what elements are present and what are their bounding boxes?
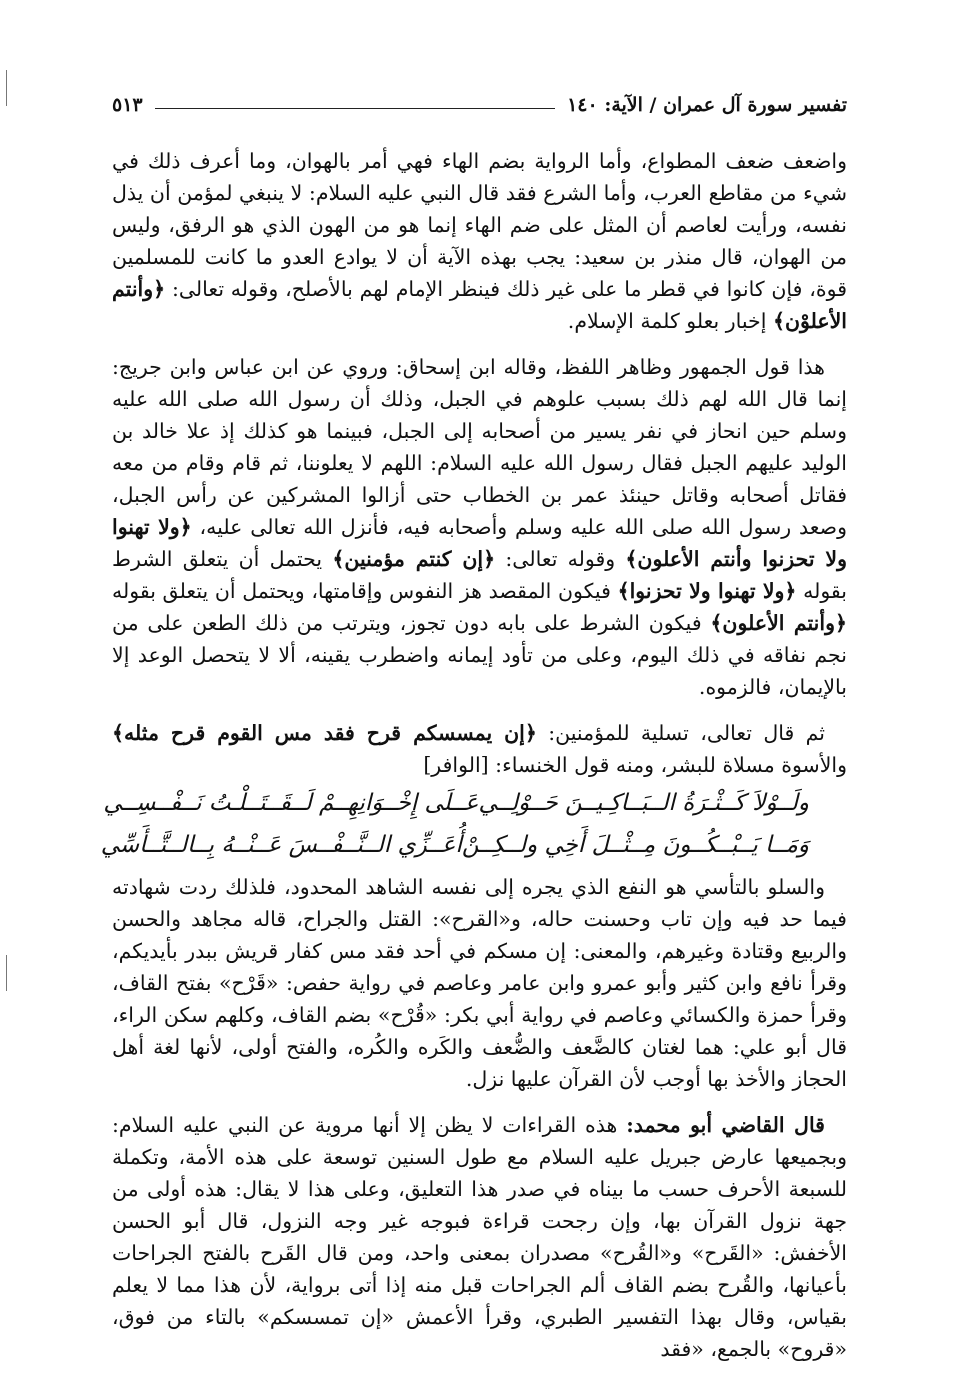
paragraph-text: وقوله تعالى: bbox=[495, 547, 626, 571]
verse-hemistich: وَمَــا يَــبْــكُــونَ مِــثْــلَ أَخِي ولــكِــنْ bbox=[461, 832, 809, 858]
verse-line bbox=[100, 829, 847, 861]
header-title: تفسير سورة آل عمران / الآية: ١٤٠ bbox=[567, 94, 847, 116]
paragraph-text: إخبار بعلو كلمة الإسلام. bbox=[567, 309, 773, 333]
paragraph bbox=[112, 1109, 847, 1365]
verse-hemistich: أُعَــزِّي الــنَّــفْــسَ عَــنْــهُ بِــالــتَّــأَسِّي bbox=[100, 832, 462, 858]
page-body bbox=[100, 145, 848, 1379]
poem-verse bbox=[100, 787, 847, 861]
scan-margin-mark bbox=[6, 70, 7, 106]
paragraph-text: ثم قال تعالى، تسلية للمؤمنين: bbox=[536, 721, 825, 745]
verse-hemistich: ولَــوْلاَ كَــثْـرَةُ الــبَــاكِـيــنَ حَــوْلِــي bbox=[478, 790, 809, 816]
page-number: ٥١٣ bbox=[112, 94, 143, 116]
paragraph-text: هذا قول الجمهور وظاهر اللفظ، وقاله ابن إسحاق: وروي عن ابن عباس وابن جريج: إنما قال الله لهم ذلك بسبب علوهم في الجبل، وذلك أن رسول الله صلى الله عليه وسلم حين انحاز في نفر يسير من أصحابه إلى الجبل، فبينما هو كذلك إذ علا خالد بن الوليد عليهم الجبل فقال رسول الله عليه السلام: اللهم لا يعلوننا، ثم قام وقام من معه فقاتل أصحابه وقاتل حينئذ عمر بن الخطاب حتى أزالوا المشركين عن رأس الجبل، وصعد رسول الله صلى الله عليه وسلم وأصحابه فيه، فأنزل الله تعالى عليه، bbox=[112, 355, 847, 539]
paragraph-text: فيكون المقصد هز النفوس وإقامتها، ويحتمل أن يتعلق بقوله bbox=[112, 579, 618, 603]
running-header bbox=[112, 88, 847, 122]
paragraph bbox=[112, 717, 847, 781]
paragraph-text: والسلو بالتأسي هو النفع الذي يجره إلى نفسه الشاهد المحدود، فلذلك ردت شهادته فيما حد فيه وإن تاب وحسنت حاله، و«القرح»: القتل والجراح، قاله مجاهد والحسن والربيع وقتادة وغيرهم، والمعنى: إن مسكم في أحد فقد مس كفار قريش ببدر بأيديكم، وقرأ نافع وابن كثير وأبو عمرو وابن عامر وعاصم في رواية حفص: «قَرْح» بفتح القاف، وقرأ حمزة والكسائي وعاصم في رواية أبي بكر: «قُرْح» بضم القاف، وكلهم سكن الراء، قال أبو علي: هما لغتان كالضَّعف والضُّعف والكَره والكُره، والفتح أولى، لأنها لغة أهل الحجاز والأخذ بها أوجب لأن القرآن عليها نزل. bbox=[112, 875, 847, 1091]
quran-quote: ﴿وأنتم الأعلوْن﴾ bbox=[112, 277, 847, 333]
quran-quote: ﴿ولا تهنوا ولا تحزنوا﴾ bbox=[617, 579, 797, 603]
paragraph-text: هذه القراءات لا يظن إلا أنها مروية عن النبي عليه السلام: وبجميعها عارض جبريل عليه السلام مع طول السنين توسعة على هذه الأمة، وتكملة للسبعة الأحرف حسب ما بيناه في صدر هذا التعليق، وعلى هذا لا يقال: هذه أولى من جهة نزول القرآن بها، وإن رجحت قراءة فبوجه غير وجه النزول، قال أبو الحسن الأخفش: «القَرح» و«القُرح» مصدران بمعنى واحد، ومن قال القَرح بالفتح الجراحات بأعيانها، والقُرح بضم القاف ألم الجراحات قبل منه إذا أتى برواية، لأن هذا مما لا يعلم بقياس، وقال بهذا التفسير الطبري، وقرأ الأعمش «إن تمسسكم» بالتاء من فوق، «قروح» بالجمع، «فقد bbox=[112, 1113, 848, 1361]
quran-quote: ﴿إن كنتم مؤمنين﴾ bbox=[332, 547, 496, 571]
quran-quote: ﴿ولا تهنوا ولا تحزنوا وأنتم الأعلون﴾ bbox=[112, 515, 847, 571]
paragraph-text: فيكون الشرط على بابه دون تجوز، ويترتب من ذلك الطعن على من نجم نفاقه في ذلك اليوم، وعلى من تأود إيمانه واضطرب يقينه، ألا لا يتحصل الوعد إلا بالإيمان، فالزموه. bbox=[112, 611, 847, 699]
paragraph bbox=[112, 145, 847, 337]
paragraph-text: واضعف ضعف المطواع، وأما الرواية بضم الهاء فهي أمر بالهوان، وما أعرف ذلك في شيء من مقاطع العرب، وأما الشرع فقد قال النبي عليه السلام: لا ينبغي لمؤمن أن يذل نفسه، ورأيت لعاصم أن المثل على ضم الهاء إنما هو من الهون الذي هو الرفق، وليس من الهوان، قال منذر بن سعيد: يجب بهذه الآية أن لا يوادع العدو ما كانت للمسلمين قوة، فإن كانوا في قطر ما على غير ذلك فينظر الإمام لهم بالأصلح، وقوله تعالى: bbox=[112, 149, 847, 301]
verse-hemistich: عَــلَى إِخْــوَانِهِــمْ لَــقَــتَــلْـتُ نَــفْــسِــي bbox=[103, 790, 479, 816]
paragraph bbox=[112, 871, 847, 1095]
quran-quote: ﴿وأنتم الأعلون﴾ bbox=[710, 611, 847, 635]
scan-margin-mark bbox=[6, 955, 7, 991]
quran-quote: ﴿إن يمسسكم قرح فقد مس القوم قرح مثله﴾ bbox=[112, 721, 537, 745]
paragraph-text: والأسوة مسلاة للبشر، ومنه قول الخنساء: [الوافر] bbox=[423, 753, 847, 777]
verse-line bbox=[103, 787, 847, 819]
header-rule bbox=[155, 108, 555, 109]
paragraph-text: يحتمل أن يتعلق الشرط بقوله bbox=[112, 547, 848, 603]
paragraph bbox=[112, 351, 847, 703]
paragraph-lead: قال القاضي أبو محمد: bbox=[626, 1113, 825, 1137]
